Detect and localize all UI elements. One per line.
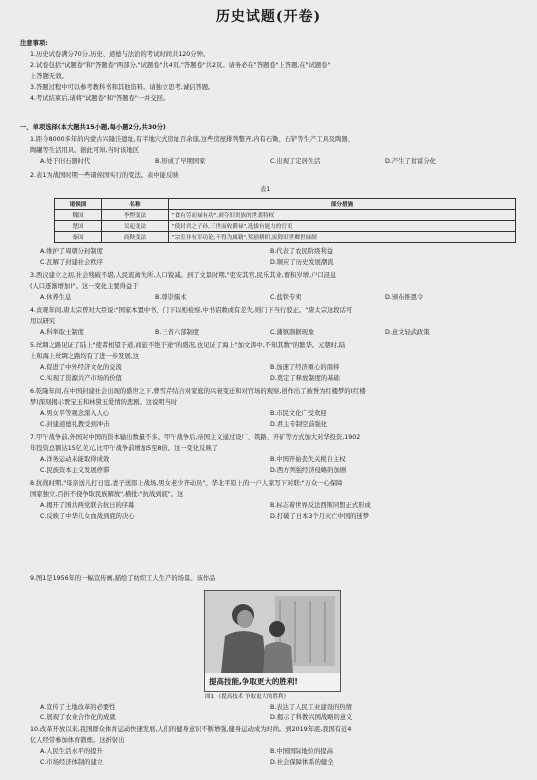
q6-option-a: A.男女平等观念深入人心 — [40, 410, 110, 417]
table-cell: 吴起变法 — [102, 221, 169, 232]
q4-option-a: A.科举取士制度 — [40, 329, 84, 336]
page-title: 历史试题(开卷) — [215, 9, 322, 25]
q6-option-d: D.君主专制空前强化 — [270, 421, 328, 428]
q8-option-d: D.打破了日本3个月灭亡中国的迷梦 — [270, 513, 370, 520]
q7-option-c: C.民族资本主义发展停滞 — [40, 467, 110, 474]
table-header: 诸侯国 — [55, 199, 102, 210]
q9-option-c: C.展现了农业合作化的成就 — [40, 714, 116, 721]
q6-option-b: B.市民文化广受欢迎 — [270, 410, 327, 417]
question-7-text: 年投资总额达15亿美元,比甲午战争前增加5至8倍。这一变化反映了 — [30, 445, 219, 452]
q2-option-d: D.顺应了历史发展潮流 — [270, 259, 334, 266]
question-9-text: 9.图1是1956年的一幅宣传画,描绘了纺织工人生产的场景。该作品 — [30, 575, 216, 582]
q4-option-d: D.意文轻武政策 — [385, 329, 430, 336]
poster-slogan: 提高技能,争取更大的胜利! — [209, 677, 298, 686]
q9-option-d: D.揭示了科教兴国战略的意义 — [270, 714, 353, 721]
table-cell: "宗室非有军功论,不得为属籍",奖励耕织,废除旧世卿世禄制 — [169, 232, 516, 243]
q3-option-b: B.尊崇儒术 — [155, 294, 187, 301]
q6-option-c: C.封建道德礼教受到冲击 — [40, 421, 110, 428]
q7-option-d: D.西方列强经济侵略的加剧 — [270, 467, 347, 474]
q9-option-a: A.宣传了土地改革的必要性 — [40, 704, 116, 711]
q1-option-b: B.形成了早期国家 — [155, 158, 206, 165]
q2-option-c: C.瓦解了封建社会秩序 — [40, 259, 104, 266]
q5-option-d: D.奠定了释放制度的基础 — [270, 375, 340, 382]
table-cell: 商鞅变法 — [102, 232, 169, 243]
question-7-text: 7.甲午战争前,外国对中国的资本输出数量不多。甲午战争后,帝国主义通过设厂、筑路、开矿等方式加大对华投资,1902 — [30, 434, 361, 441]
q8-option-b: B.标志着世界反法西斯同盟正式形成 — [270, 502, 371, 509]
note-line: 1.历史试卷满分70分,历史、道德与法治的考试时间共120分钟。 — [30, 51, 210, 58]
table-cell: 秦国 — [55, 232, 102, 243]
q5-option-c: C.实现了资源共产市场的价值 — [40, 375, 122, 382]
q10-option-d: D.社会保障体系的健全 — [270, 759, 334, 766]
q4-option-c: C.藩镇割据现象 — [270, 329, 315, 336]
table-cell: 魏国 — [55, 210, 102, 221]
q4-option-b: B.三省六部制度 — [155, 329, 200, 336]
reform-table — [54, 198, 516, 243]
question-6-text: 梦)深刻揭示贾宝玉和林黛玉爱情的悲剧。这说明当时 — [30, 399, 178, 406]
question-4-text: 用以研究 — [30, 318, 56, 325]
propaganda-poster — [204, 590, 341, 692]
question-10-text: 10.改革开放以来,我国群众体育运动快速发展,人们的健身意识不断增强,健身运动成为时尚。到2019年底,我国有近4 — [30, 726, 352, 733]
question-4-text: 4.贞观年间,唐太宗曾对大臣说:"国家本置中书、门下以相检察,中书诏敕或有差失,则门下当行驳正。"唐太宗这段话可 — [30, 307, 353, 314]
table-caption: 表1 — [260, 186, 271, 193]
table-cell: "使封君之子孙,三世而收爵禄",选拔有能力的官吏 — [169, 221, 516, 232]
figure-caption: 图1 《提高技术 争取更大的胜利》 — [205, 694, 289, 700]
question-5-text: 上和海上丝绸之路均有了进一步发展,这 — [30, 353, 140, 360]
q1-option-d: D.产生了贫富分化 — [385, 158, 436, 165]
table-row — [55, 210, 516, 221]
question-1-text: 1.距今8000多年的内蒙古兴隆洼遗址,有半地穴式房址百余座,这些房屋排列整齐,内有石锄、石铲等生产工具及陶器、 — [30, 136, 354, 143]
table-row — [55, 221, 516, 232]
q5-option-a: A.促进了中外经济文化的交流 — [40, 364, 122, 371]
table-cell: 李悝变法 — [102, 210, 169, 221]
section-heading: 一、单项选择(本大题共15小题,每小题2分,共30分) — [20, 124, 166, 131]
q3-option-d: D.颁布推恩令 — [385, 294, 424, 301]
table-cell: "食有劳而禄有功",剥夺旧贵族的世袭特权 — [169, 210, 516, 221]
q3-option-a: A.休养生息 — [40, 294, 72, 301]
q2-option-b: B.代表了农民阶级利益 — [270, 248, 333, 255]
question-6-text: 6.乾隆年间,在中国封建社会出现的盛世之下,曹雪芹结合对家庭的兴衰变迁和对官场的观察,创作出了被誉为红楼梦的(红楼 — [30, 388, 366, 395]
q9-option-b: B.表达了人民工业建设的热情 — [270, 704, 352, 711]
note-line: 3.答题过程中可以参考教科书和其他资料。请独立思考,诚信答题。 — [30, 84, 215, 91]
table-header: 部分措施 — [169, 199, 516, 210]
q5-option-b: B.加速了经济重心的南移 — [270, 364, 340, 371]
q3-option-c: C.盐铁专卖 — [270, 294, 302, 301]
q8-option-a: A.揭开了国共两党联合抗日的序幕 — [40, 502, 135, 509]
table-header-row — [55, 199, 516, 210]
question-10-text: 亿人经常参加体育锻炼。这折射出 — [30, 737, 125, 744]
q2-option-a: A.维护了周朝分封制度 — [40, 248, 103, 255]
question-3-text: 3.西汉建立之初,社会残破不堪,人民流离失所,人口锐减。到了文景时期,"吏安其官,民乐其业,畜积岁增,户口浸息 — [30, 272, 337, 279]
q1-option-c: C.出现了定居生活 — [270, 158, 321, 165]
question-1-text: 陶罐等生活用具。据此可知,当时该地区 — [30, 147, 140, 154]
q7-option-a: A.洋务运动未能取得成效 — [40, 456, 110, 463]
note-line: 上答题无效。 — [30, 73, 68, 80]
question-8-text: 国家独立,百折不挠争取民族解放",横批:"抗战到底"。这 — [30, 491, 184, 498]
q10-option-b: B.中国国际地位的提高 — [270, 748, 333, 755]
notes-heading: 注意事项: — [20, 40, 48, 47]
table-row — [55, 232, 516, 243]
q8-option-c: C.反映了中华儿女血战到底的决心 — [40, 513, 135, 520]
question-5-text: 5.丝绸之路见证了陆上"使者相望于道,商旅不绝于途"的盛况,也见证了海上"加文涛中,不知其数"的繁华。元朝时,陆 — [30, 342, 346, 349]
question-8-text: 8.抗战时期,"母亲送儿打日寇,妻子送郎上战场,男女老少齐动员"。华北平原上的一户人家写下对联:"万众一心保障 — [30, 480, 343, 487]
q7-option-b: B.中国开始丧失关税自主权 — [270, 456, 346, 463]
note-line: 4.考试结束后,请将"试题卷"和"答题卷"一并交回。 — [30, 95, 170, 102]
question-3-text: (人口逐渐增加)"。这一变化主要得益于 — [30, 283, 139, 290]
note-line: 2.试卷包括"试题卷"和"答题卷"两部分,"试题卷"共4页,"答题卷"共2页。请务必在"答题卷"上答题,在"试题卷" — [30, 62, 331, 69]
table-cell: 楚国 — [55, 221, 102, 232]
q10-option-c: C.市场经济体制的建立 — [40, 759, 104, 766]
question-2-text: 2.表1为战国时期一些诸侯国实行的变法。表中能反映 — [30, 172, 179, 179]
table-header: 名称 — [102, 199, 169, 210]
q1-option-a: A.处于旧石器时代 — [40, 158, 91, 165]
q10-option-a: A.人民生活水平的提升 — [40, 748, 103, 755]
